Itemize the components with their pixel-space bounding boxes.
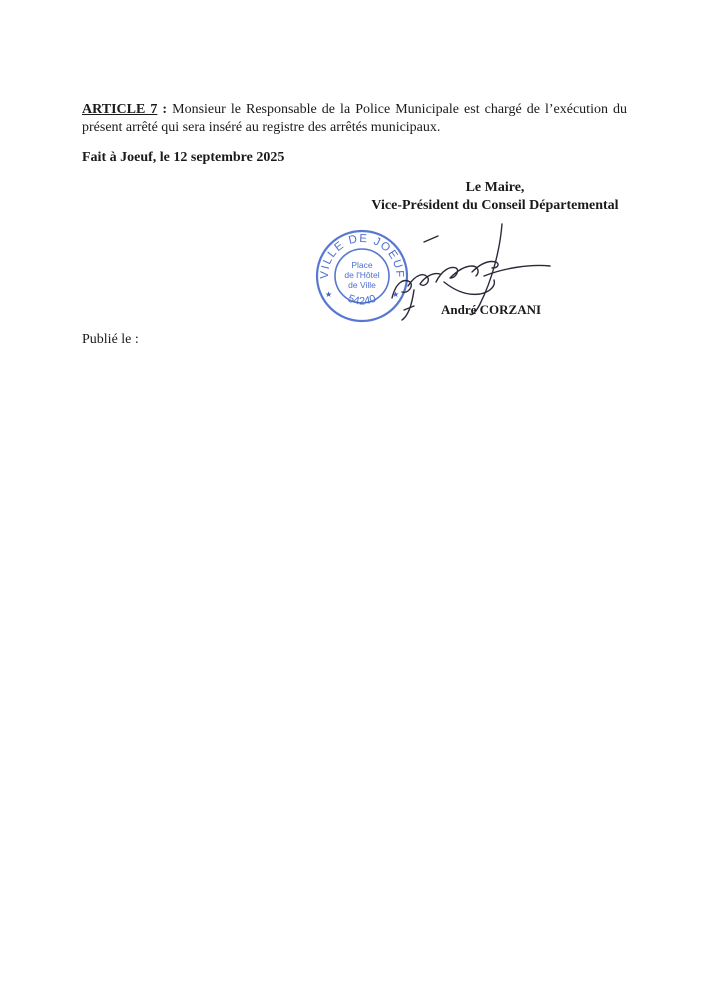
published-label: Publié le : (82, 332, 139, 347)
signatory-title: Le Maire, (465, 180, 525, 195)
article-colon: : (157, 102, 168, 117)
signatory-block (360, 179, 630, 215)
article-text: Monsieur le Responsable de la Police Municipale est chargé de l’exécution du présent arrêté qui sera inséré au registre des arrêtés municipaux. (82, 102, 628, 135)
article-7-paragraph (82, 101, 627, 137)
seal-inner-line-2: de l'Hôtel (344, 270, 380, 280)
seal-inner-line-3: de Ville (348, 280, 376, 290)
seal-star-left-icon: ★ (325, 290, 333, 299)
seal-inner-line-1: Place (351, 260, 373, 270)
svg-text:54240 (346, 293, 378, 308)
signatory-subtitle: Vice-Président du Conseil Départemental (371, 198, 619, 213)
made-at-date: Fait à Joeuf, le 12 septembre 2025 (82, 150, 285, 165)
seal-star-right-icon: ★ (392, 290, 400, 299)
seal-outer-text: VILLE DE JOEUF (318, 232, 406, 280)
signer-name: André CORZANI (441, 302, 542, 317)
seal-postal-code: 54240 (346, 292, 378, 308)
article-label: ARTICLE 7 (82, 102, 158, 117)
